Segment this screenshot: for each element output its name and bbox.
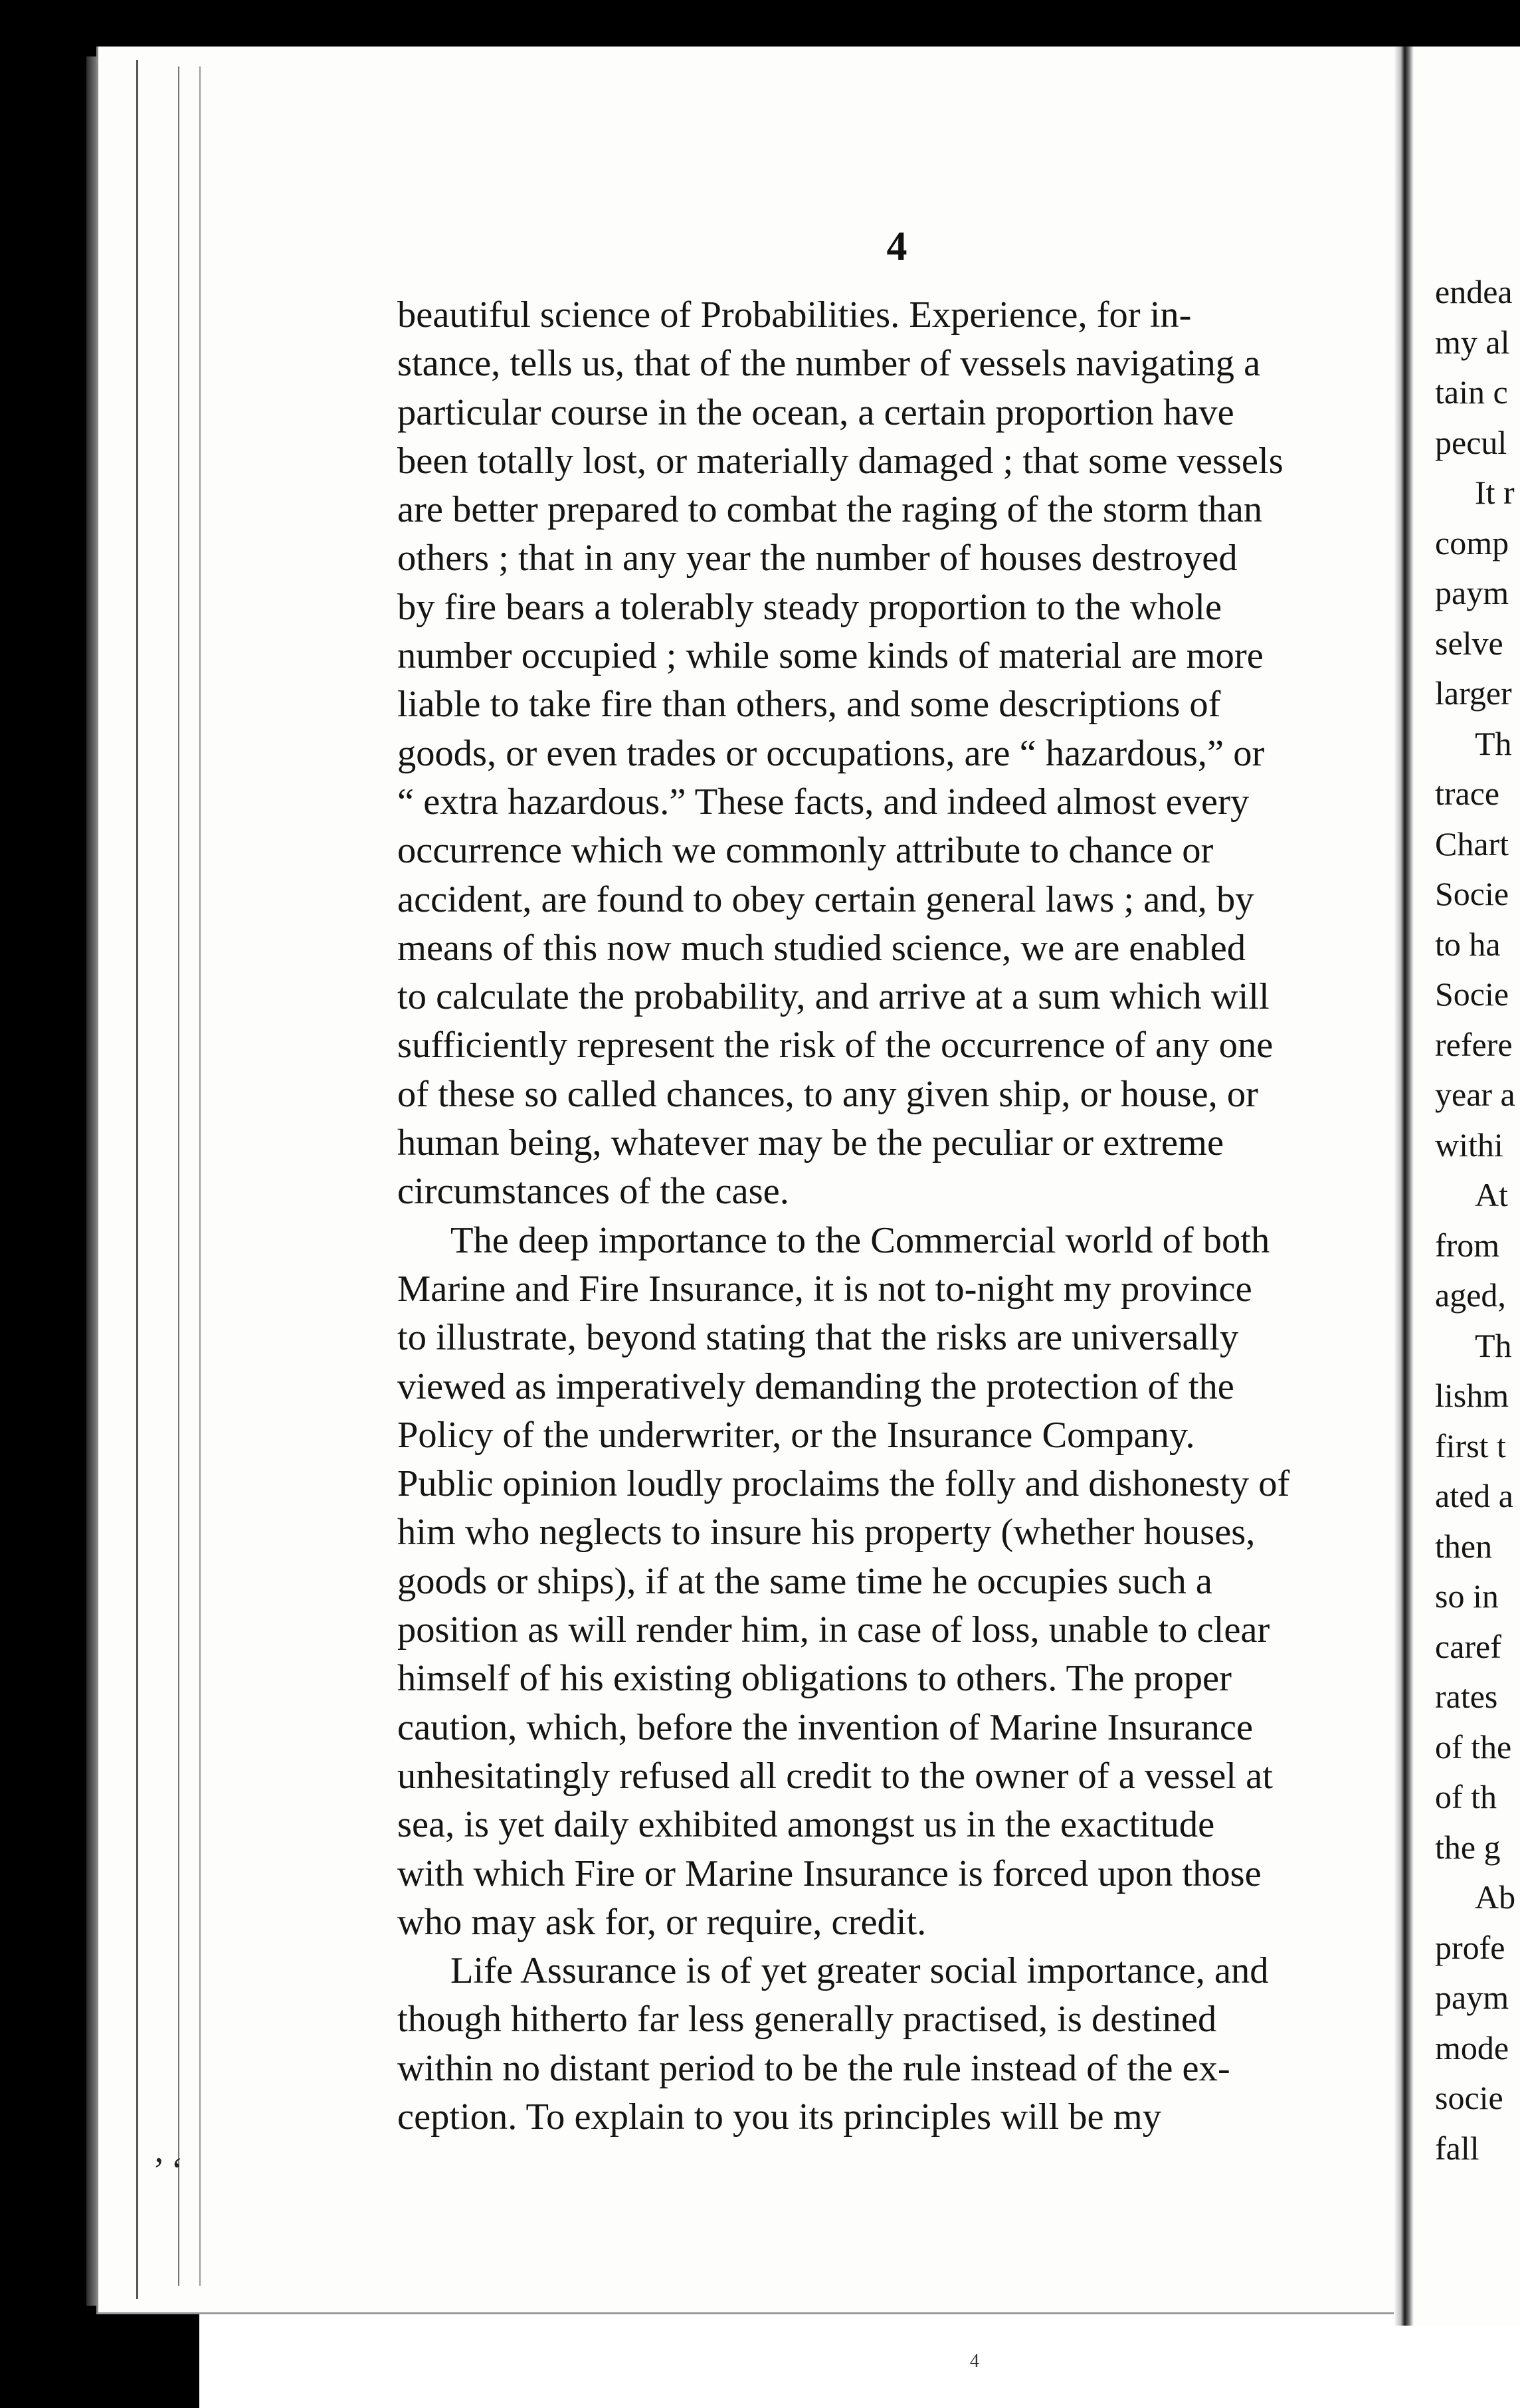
facing-text-line: At [1475, 1176, 1508, 1213]
text-line: him who neglects to insure his property (whether houses, [397, 1512, 1256, 1554]
text-line: within no distant period to be the rule instead of the ex- [397, 2047, 1230, 2089]
margin-marks: ’ ‘ [153, 2150, 183, 2190]
facing-text-line: Th [1475, 724, 1512, 762]
facing-text-line: Th [1475, 1326, 1512, 1364]
facing-text-line: then [1435, 1527, 1493, 1565]
text-line: to illustrate, beyond stating that the risks are universally [397, 1317, 1239, 1359]
page-edge-line [199, 66, 201, 2286]
text-line: stance, tells us, that of the number of vessels navigating a [397, 343, 1261, 385]
facing-text-line: tain c [1435, 373, 1508, 411]
facing-text-line: socie [1435, 2079, 1503, 2116]
text-line: occurrence which we commonly attribute to chance or [397, 830, 1214, 872]
facing-text-line: selve [1435, 624, 1503, 662]
facing-text-line: endea [1435, 273, 1513, 310]
facing-text-line: year a [1435, 1076, 1515, 1113]
facing-page-text [1435, 267, 1520, 2173]
facing-text-line: caref [1435, 1627, 1501, 1665]
text-line: “ extra hazardous.” These facts, and indeed almost every [397, 781, 1250, 823]
text-line: sea, is yet daily exhibited amongst us in the exactitude [397, 1804, 1215, 1846]
text-line: circumstances of the case. [397, 1171, 789, 1213]
facing-text-line: comp [1435, 524, 1509, 561]
text-line: though hitherto far less generally practised, is destined [397, 1999, 1217, 2041]
facing-text-line: Chart [1435, 825, 1509, 862]
facing-text-line: pecul [1435, 423, 1507, 461]
facing-text-line: paym [1435, 1979, 1509, 2016]
facing-text-line: so in [1435, 1577, 1499, 1615]
facing-text-line: fall [1435, 2129, 1479, 2167]
facing-text-line: of the [1435, 1728, 1512, 1765]
page-edge-line [178, 66, 179, 2286]
scan-border-bottom-left [0, 2306, 199, 2408]
page-foot-mark: 4 [970, 2351, 979, 2371]
text-line: means of this now much studied science, we are enabled [397, 927, 1246, 969]
text-line: with which Fire or Marine Insurance is forced upon those [397, 1853, 1262, 1894]
text-line: caution, which, before the invention of Marine Insurance [397, 1706, 1254, 1748]
facing-text-line: Socie [1435, 975, 1509, 1013]
facing-text-line: paym [1435, 574, 1509, 611]
text-line: sufficiently represent the risk of the occurrence of any one [397, 1025, 1274, 1066]
page-edge-line [136, 60, 138, 2299]
text-line: unhesitatingly refused all credit to the owner of a vessel at [397, 1755, 1273, 1797]
text-line: goods, or even trades or occupations, are “ hazardous,” or [397, 732, 1265, 774]
text-line: goods or ships), if at the same time he occupies such a [397, 1560, 1212, 1602]
text-line: himself of his existing obligations to others. The proper [397, 1658, 1232, 1700]
text-line: Marine and Fire Insurance, it is not to-night my province [397, 1268, 1252, 1310]
text-line: to calculate the probability, and arrive at a sum which will [397, 976, 1270, 1018]
text-line: beautiful science of Probabilities. Experience, for in- [397, 294, 1192, 336]
text-line: The deep importance to the Commercial world of both [450, 1219, 1270, 1261]
facing-text-line: to ha [1435, 925, 1501, 963]
text-line: accident, are found to obey certain general laws ; and, by [397, 878, 1254, 920]
text-line: liable to take fire than others, and some descriptions of [397, 684, 1221, 726]
text-line: number occupied ; while some kinds of material are more [397, 635, 1264, 677]
facing-text-line: ated a [1435, 1477, 1513, 1514]
text-line: are better prepared to combat the raging of the storm than [397, 489, 1263, 531]
main-body-text [397, 291, 1384, 2142]
text-line: Public opinion loudly proclaims the folly and dishonesty of [397, 1463, 1290, 1505]
facing-text-line: larger [1435, 674, 1512, 712]
facing-text-line: It r [1475, 474, 1515, 511]
text-line: viewed as imperatively demanding the protection of the [397, 1365, 1234, 1407]
scan-border-left [0, 0, 86, 2408]
facing-text-line: trace [1435, 775, 1500, 812]
text-line: who may ask for, or require, credit. [397, 1901, 927, 1943]
facing-text-line: refere [1435, 1025, 1513, 1063]
page-number: 4 [886, 224, 907, 269]
facing-text-line: lishm [1435, 1377, 1509, 1414]
text-line: by fire bears a tolerably steady proportion to the whole [397, 586, 1222, 628]
facing-text-line: withi [1435, 1126, 1503, 1163]
text-line: ception. To explain to you its principles will be my [397, 2096, 1161, 2138]
facing-text-line: Ab [1475, 1878, 1516, 1916]
text-line: Life Assurance is of yet greater social importance, and [450, 1950, 1269, 1992]
facing-text-line: my al [1435, 323, 1510, 361]
text-line: human being, whatever may be the peculiar or extreme [397, 1122, 1224, 1164]
facing-text-line: from [1435, 1226, 1500, 1264]
text-line: been totally lost, or materially damaged ; that some vessels [397, 440, 1283, 482]
facing-text-line: mode [1435, 2029, 1509, 2066]
facing-text-line: aged, [1435, 1276, 1506, 1314]
text-line: others ; that in any year the number of houses destroyed [397, 538, 1238, 579]
text-line: of these so called chances, to any given ship, or house, or [397, 1073, 1258, 1115]
facing-text-line: the g [1435, 1828, 1501, 1866]
facing-text-line: first t [1435, 1427, 1506, 1464]
facing-text-line: Socie [1435, 875, 1509, 912]
book-gutter [1394, 47, 1414, 2326]
text-line: Policy of the underwriter, or the Insurance Company. [397, 1414, 1195, 1456]
facing-text-line: of th [1435, 1778, 1497, 1815]
facing-text-line: profe [1435, 1928, 1505, 1966]
text-line: particular course in the ocean, a certain proportion have [397, 391, 1234, 433]
facing-text-line: rates [1435, 1678, 1498, 1715]
text-line: position as will render him, in case of loss, unable to clear [397, 1609, 1270, 1651]
